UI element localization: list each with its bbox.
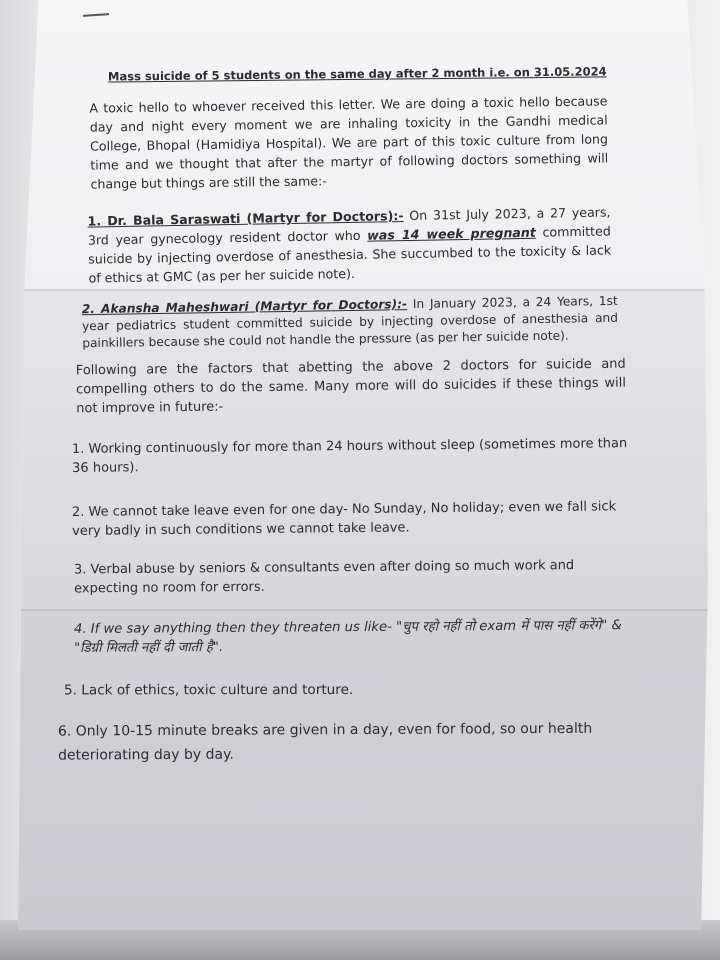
case-1-paragraph [87,202,611,287]
case-2-paragraph [82,293,619,352]
list-item: 4. If we say anything then they threaten us like- "चुप रहो नहीं तो exam में पास नहीं करेंगे" & "डिग्री मिलती नहीं दी जाती है". [73,618,622,656]
list-item: 2. We cannot take leave even for one day- No Sunday, No holiday; even we fall sick very badly in such conditions we cannot take leave. [71,499,617,539]
case-1-heading: 1. Dr. Bala Saraswati (Martyr for Doctors):- [87,208,404,229]
case-1-highlight: was 14 week pregnant [367,224,536,243]
case-2-text: In January 2023, a 24 Years, 1st year pediatrics student committed suicide by injecting overdose of anesthesia and painkillers because she could not handle the pressure (as per her suicide note). [81,293,619,351]
case-2-heading: 2. Akansha Maheshwari (Martyr for Doctors):- [81,297,408,317]
intro-paragraph: A toxic hello to whoever received this letter. We are doing a toxic hello because day and night every moment we are inhaling toxicity in the Gandhi medical College, Bhopal (Hamidiya Hospital). We are part of this toxic culture from long time and we thought that after the martyr of following doctors something will change but things are still the same:- [89,93,609,192]
case-1-text-b: committed suicide by injecting overdose of anesthesia. She succumbed to the toxicity & lack of ethics at GMC (as per her suicide note). [88,223,612,286]
list-item: 3. Verbal abuse by seniors & consultants even after doing so much work and expecting no room for errors. [73,558,575,597]
list-item: 5. Lack of ethics, toxic culture and torture. [63,681,354,699]
list-item: 1. Working continuously for more than 24 hours without sleep (sometimes more than 36 hours). [71,436,628,476]
factors-intro: Following are the factors that abetting the above 2 doctors for suicide and compelling others to do the same. Many more will do suicides if these things will not improve in future:- [75,356,627,417]
case-1-text-a: On 31st July 2023, a 27 years, 3rd year gynecology resident doctor who [87,204,611,248]
letter-title: Mass suicide of 5 students on the same day after 2 month i.e. on 31.05.2024 [107,64,607,84]
list-item: 6. Only 10-15 minute breaks are given in a day, even for food, so our health deteriorating day by day. [57,720,593,764]
